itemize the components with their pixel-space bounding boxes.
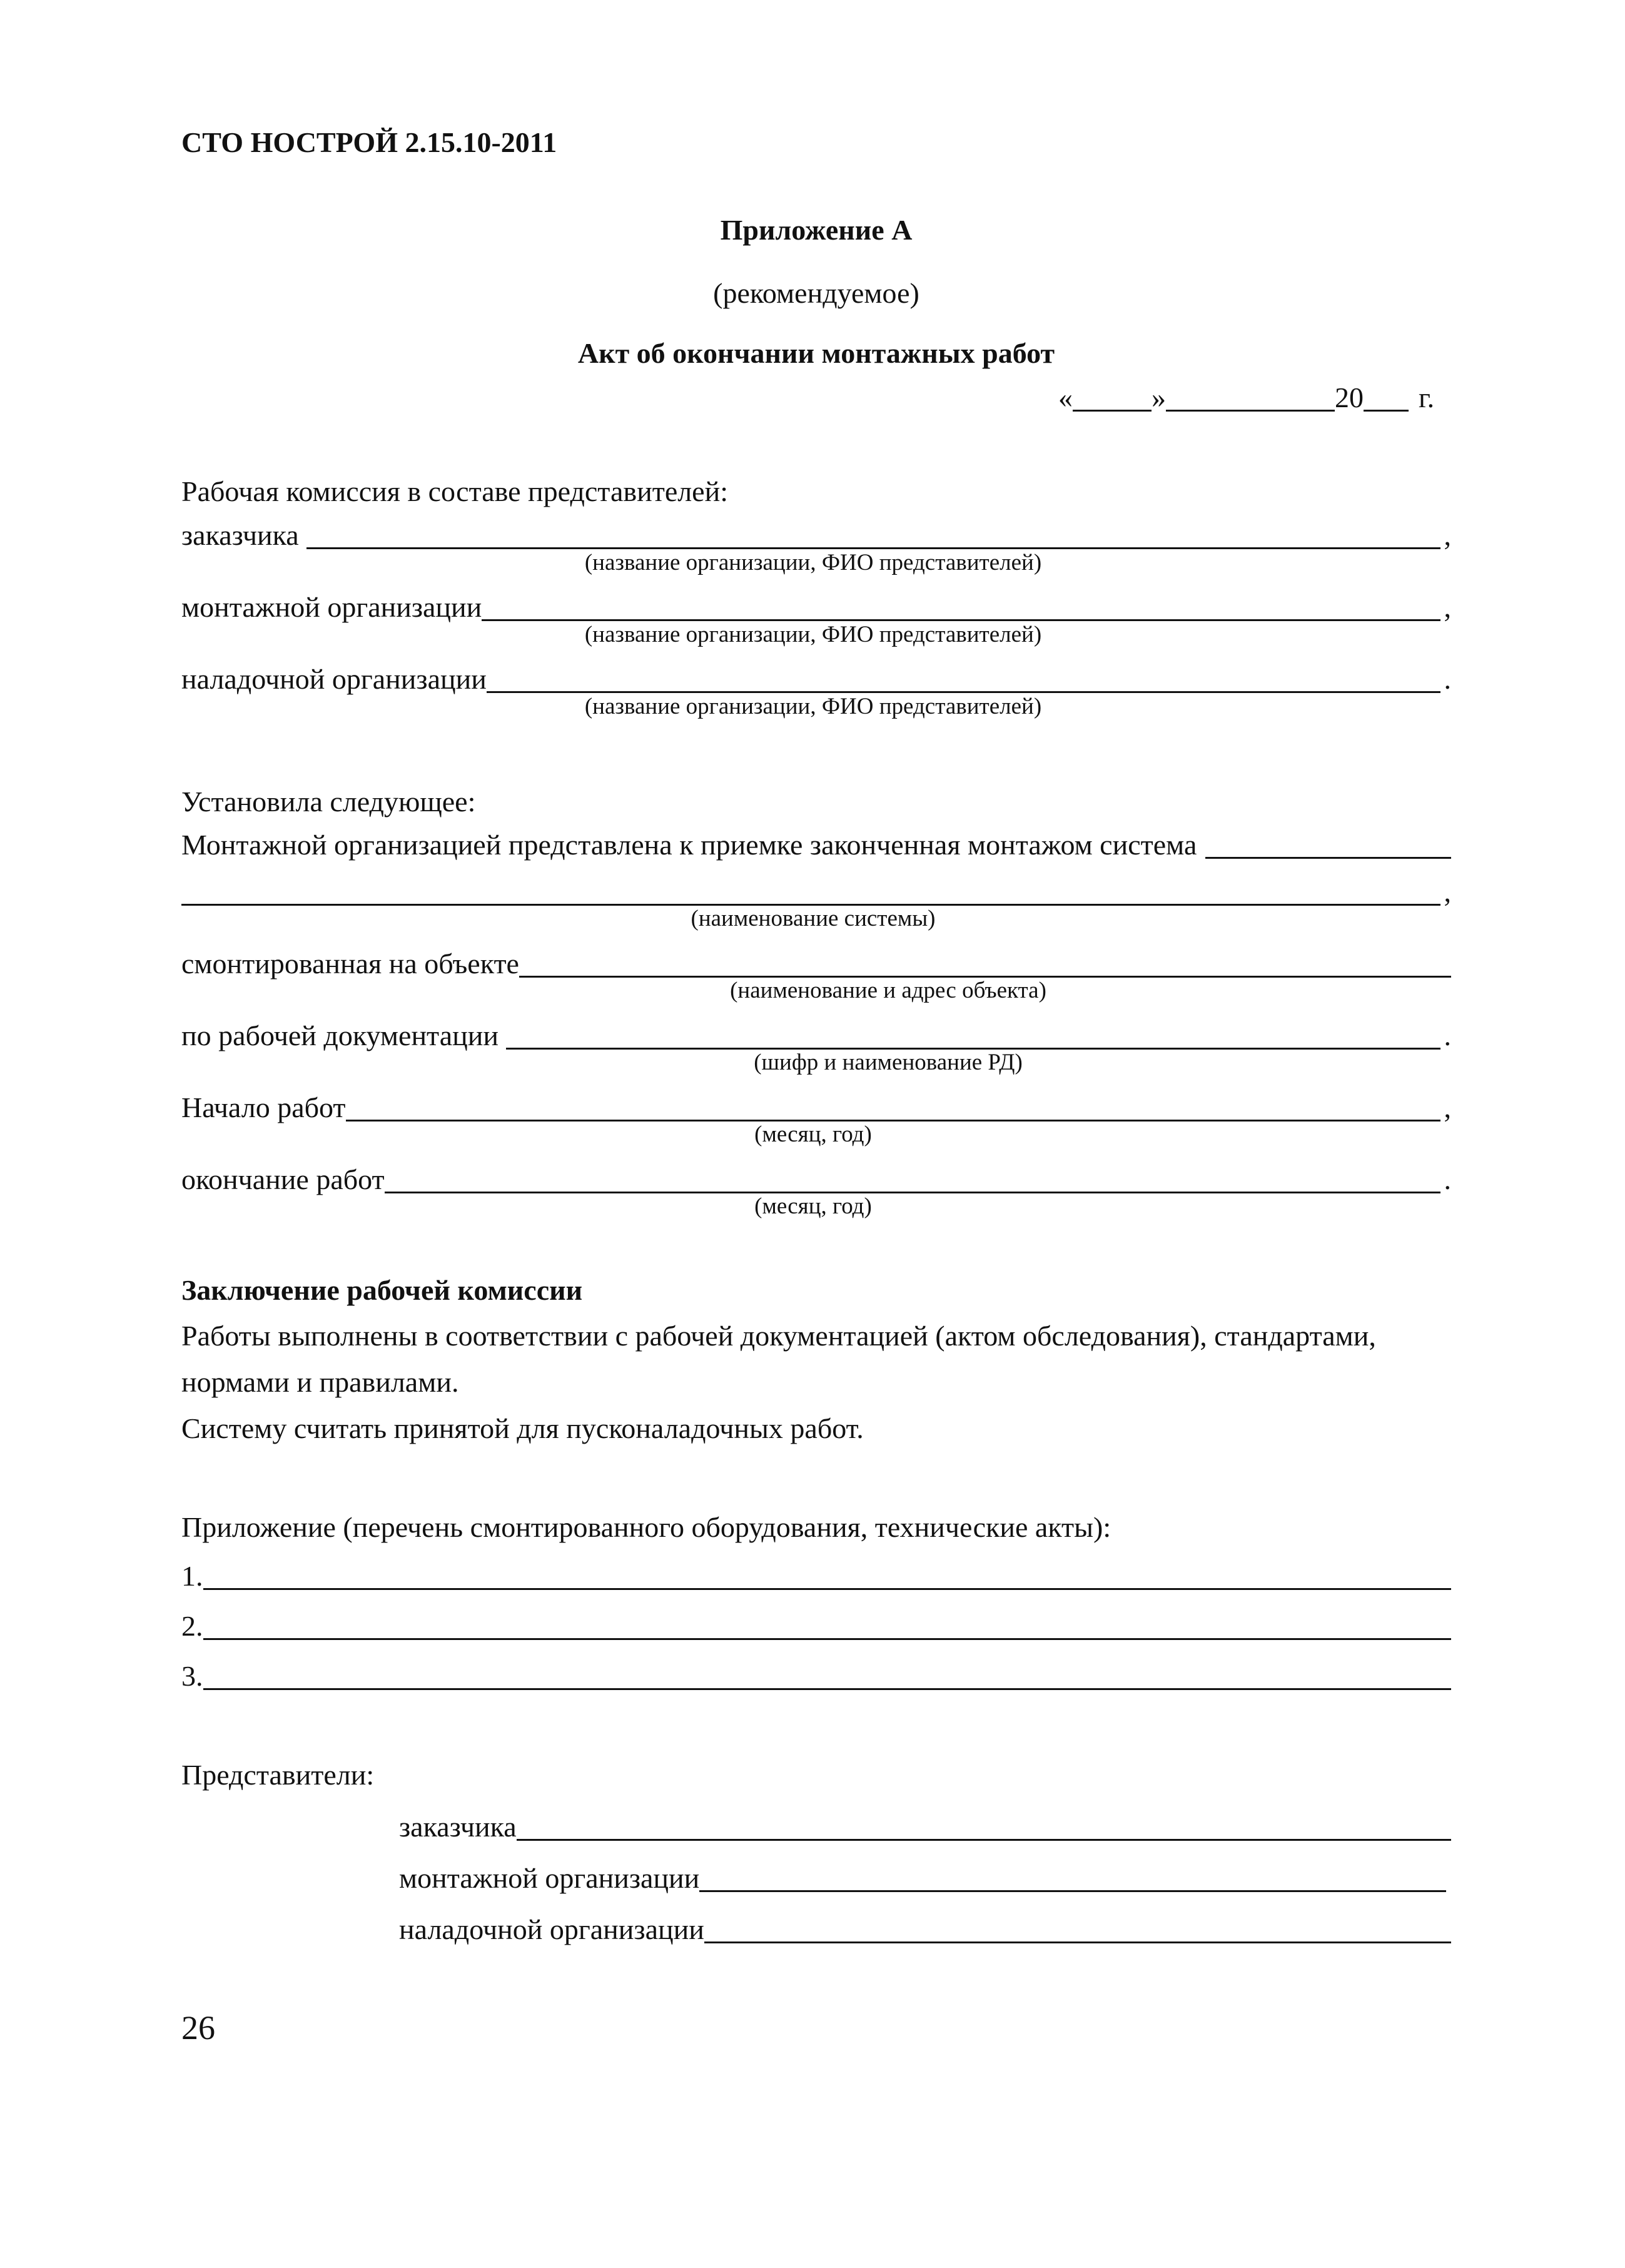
page-number: 26 <box>181 2009 215 2047</box>
start-label: Начало работ <box>181 1091 346 1123</box>
comma: , <box>1444 591 1451 623</box>
docs-field[interactable] <box>506 1020 1440 1050</box>
commission-commissioning-label: наладочной организации <box>181 663 487 695</box>
object-field[interactable] <box>519 948 1451 978</box>
date-open-quote: « <box>1058 382 1073 413</box>
attachment-item-row <box>181 1659 1451 1694</box>
commission-commissioning-row <box>181 662 1451 697</box>
commission-customer-field[interactable] <box>306 520 1440 549</box>
start-field[interactable] <box>346 1092 1440 1121</box>
commission-customer-row <box>181 518 1451 553</box>
attachment-item-field[interactable] <box>203 1661 1452 1690</box>
date-day-field[interactable] <box>1073 382 1152 412</box>
end-hint: (месяц, год) <box>754 1193 872 1219</box>
signature-customer-row <box>399 1810 1451 1845</box>
end-field[interactable] <box>385 1164 1440 1193</box>
period: . <box>1444 663 1451 695</box>
docs-row <box>181 1018 1451 1053</box>
object-label: смонтированная на объекте <box>181 948 519 980</box>
attachment-item-row <box>181 1609 1451 1644</box>
end-row <box>181 1162 1451 1197</box>
signature-installer-row <box>399 1861 1446 1896</box>
system-field[interactable] <box>181 876 1440 906</box>
signature-commissioning-label: наладочной организации <box>399 1913 704 1945</box>
date-close-quote: » <box>1152 382 1166 413</box>
system-field-start[interactable] <box>1205 829 1451 859</box>
system-hint: (наименование системы) <box>691 906 936 931</box>
signature-installer-label: монтажной организации <box>399 1862 700 1894</box>
docs-label: по рабочей документации <box>181 1020 499 1051</box>
signature-customer-field[interactable] <box>517 1811 1451 1841</box>
conclusion-line-2: нормами и правилами. <box>181 1366 459 1398</box>
commission-customer-label: заказчика <box>181 519 299 551</box>
date-year-prefix: 20 <box>1335 382 1364 413</box>
attachments-intro: Приложение (перечень смонтированного оборудования, технические акты): <box>181 1511 1111 1543</box>
appendix-status: (рекомендуемое) <box>713 277 919 309</box>
period: . <box>1444 1020 1451 1051</box>
signature-customer-label: заказчика <box>399 1811 517 1843</box>
commission-commissioning-hint: (название организации, ФИО представителей) <box>584 694 1042 719</box>
conclusion-line-3: Систему считать принятой для пусконаладочных работ. <box>181 1412 864 1444</box>
standard-code: СТО НОСТРОЙ 2.15.10-2011 <box>181 126 557 158</box>
system-row <box>181 828 1451 863</box>
attachment-item-row <box>181 1559 1451 1594</box>
appendix-title: Приложение А <box>720 214 913 246</box>
document-title: Акт об окончании монтажных работ <box>577 337 1055 369</box>
object-row <box>181 946 1451 981</box>
commission-installer-field[interactable] <box>482 592 1440 621</box>
commission-intro: Рабочая комиссия в составе представителей: <box>181 475 728 507</box>
system-continuation-row <box>181 874 1451 909</box>
date-line <box>1058 380 1434 415</box>
signature-commissioning-row <box>399 1912 1451 1947</box>
start-hint: (месяц, год) <box>754 1121 872 1147</box>
attachment-item-number: 2. <box>181 1610 203 1642</box>
comma: , <box>1444 1091 1451 1123</box>
attachment-item-field[interactable] <box>203 1561 1452 1590</box>
date-year-suffix: г. <box>1419 382 1435 413</box>
signature-commissioning-field[interactable] <box>704 1914 1451 1943</box>
commission-installer-label: монтажной организации <box>181 591 482 623</box>
start-row <box>181 1090 1451 1125</box>
commission-customer-hint: (название организации, ФИО представителей) <box>584 550 1042 575</box>
signature-installer-field[interactable] <box>699 1863 1446 1892</box>
date-month-field[interactable] <box>1166 382 1335 412</box>
docs-hint: (шифр и наименование РД) <box>754 1050 1023 1075</box>
object-hint: (наименование и адрес объекта) <box>730 978 1046 1003</box>
comma: , <box>1444 876 1451 908</box>
period: . <box>1444 1163 1451 1195</box>
commission-installer-row <box>181 590 1451 625</box>
commission-installer-hint: (название организации, ФИО представителей) <box>584 622 1042 647</box>
date-year-field[interactable] <box>1364 382 1409 412</box>
attachment-item-number: 1. <box>181 1560 203 1592</box>
comma: , <box>1444 519 1451 551</box>
findings-intro: Установила следующее: <box>181 786 476 818</box>
conclusion-heading: Заключение рабочей комиссии <box>181 1274 583 1306</box>
conclusion-line-1: Работы выполнены в соответствии с рабочей документацией (актом обследования), стандартами, <box>181 1320 1376 1352</box>
commission-commissioning-field[interactable] <box>487 664 1440 693</box>
end-label: окончание работ <box>181 1163 385 1195</box>
representatives-intro: Представители: <box>181 1759 375 1791</box>
attachment-item-field[interactable] <box>203 1611 1452 1640</box>
attachment-item-number: 3. <box>181 1660 203 1692</box>
system-text: Монтажной организацией представлена к приемке законченная монтажом система <box>181 829 1197 861</box>
